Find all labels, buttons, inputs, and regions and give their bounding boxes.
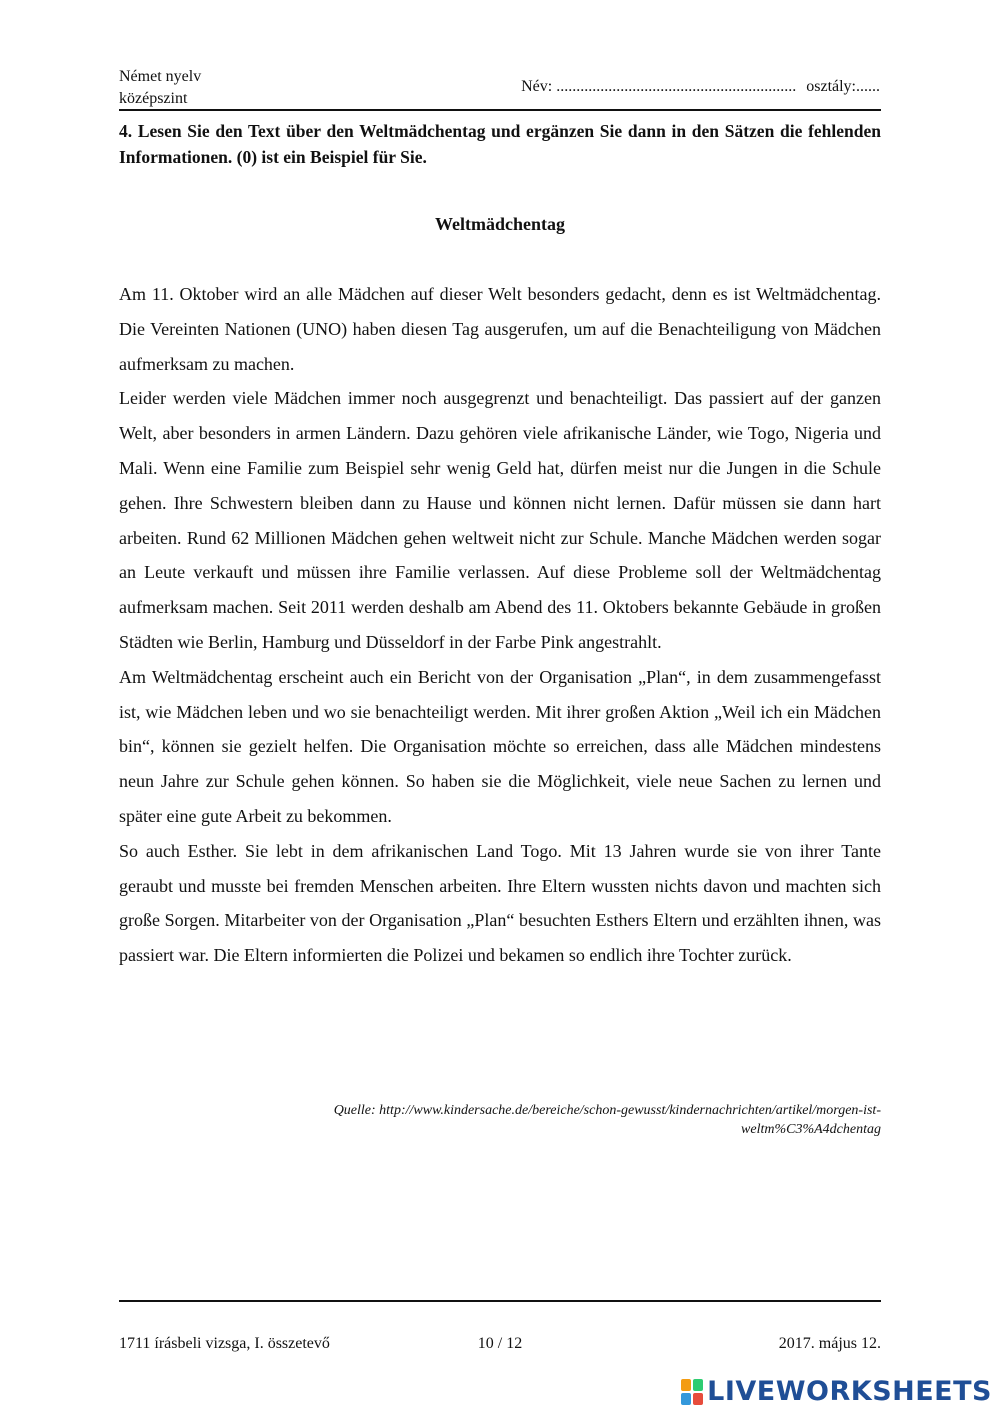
source-citation (119, 1101, 881, 1139)
header-divider (119, 109, 881, 111)
header-subject: Német nyelv (119, 68, 202, 85)
logo-square-3 (681, 1393, 691, 1405)
article-title: Weltmädchentag (435, 214, 565, 234)
header-student-fields (521, 76, 880, 98)
footer-exam: 1711 írásbeli vizsga, I. összetevő (119, 1335, 330, 1352)
source-line-1: Quelle: http://www.kindersache.de/bereiche/schon-gewusst/kindernachrichten/artikel/morgen-ist- (333, 1103, 881, 1118)
article-body (119, 277, 881, 973)
liveworksheets-logo-text: LIVEWORKSHEETS (707, 1376, 992, 1407)
logo-square-2 (693, 1379, 703, 1391)
logo-square-4 (693, 1393, 703, 1405)
task-instruction: 4. Lesen Sie den Text über den Weltmädchentag und ergänzen Sie dann in den Sätzen die fehlenden Informationen. (0) ist ein Beispiel für Sie. (119, 121, 881, 167)
logo-square-1 (681, 1379, 691, 1391)
name-field[interactable]: Név: ............................................................ (521, 78, 797, 95)
header-level: középszint (119, 90, 188, 107)
article-paragraph-3: Am Weltmädchentag erscheint auch ein Bericht von der Organisation „Plan“, in dem zusammengefasst ist, wie Mädchen leben und wo sie benachteiligt werden. Mit ihrer großen Aktion „Weil ich ein Mädchen bin“, können sie gezielt helfen. Die Organisation möchte so erreichen, dass alle Mädchen mindestens neun Jahre zur Schule gehen können. So haben sie die Möglichkeit, viele neue Sachen zu lernen und später eine gute Arbeit zu bekommen. (119, 666, 881, 826)
footer-page-number: 10 / 12 (477, 1335, 523, 1352)
header-subject-block (119, 66, 201, 110)
source-line-2: weltm%C3%A4dchentag (741, 1122, 881, 1137)
article-paragraph-4: So auch Esther. Sie lebt in dem afrikanischen Land Togo. Mit 13 Jahren wurde sie von ihrer Tante geraubt und musste bei fremden Menschen arbeiten. Ihre Eltern wussten nichts davon und machten sich große Sorgen. Mitarbeiter von der Organisation „Plan“ besuchten Esthers Eltern und erzählten ihnen, was passiert war. Die Eltern informierten die Polizei und bekamen so endlich ihre Tochter zurück. (119, 840, 881, 966)
footer-date: 2017. május 12. (778, 1335, 881, 1352)
article-paragraph-1: Am 11. Oktober wird an alle Mädchen auf dieser Welt besonders gedacht, denn es ist Weltmädchentag. Die Vereinten Nationen (UNO) haben diesen Tag ausgerufen, um auf die Benachteiligung von Mädchen aufmerksam zu machen. (119, 284, 881, 374)
article-paragraph-2: Leider werden viele Mädchen immer noch ausgegrenzt und benachteiligt. Das passiert auf der ganzen Welt, aber besonders in armen Ländern. Dazu gehören viele afrikanische Länder, wie Togo, Nigeria und Mali. Wenn eine Familie zum Beispiel sehr wenig Geld hat, dürfen meist nur die Jungen in die Schule gehen. Ihre Schwestern bleiben dann zu Hause und können nicht lernen. Dafür müssen sie dann hart arbeiten. Rund 62 Millionen Mädchen gehen weltweit nicht zur Schule. Manche Mädchen werden sogar an Leute verkauft und müssen ihre Familie verlassen. Auf diese Probleme soll der Weltmädchentag aufmerksam machen. Seit 2011 werden deshalb am Abend des 11. Oktobers bekannte Gebäude in großen Städten wie Berlin, Hamburg und Düsseldorf in der Farbe Pink angestrahlt. (119, 388, 881, 652)
liveworksheets-logo-icon (681, 1379, 703, 1405)
footer-divider (119, 1300, 881, 1302)
class-field[interactable]: osztály:...... (806, 78, 880, 95)
liveworksheets-logo[interactable] (681, 1376, 992, 1408)
